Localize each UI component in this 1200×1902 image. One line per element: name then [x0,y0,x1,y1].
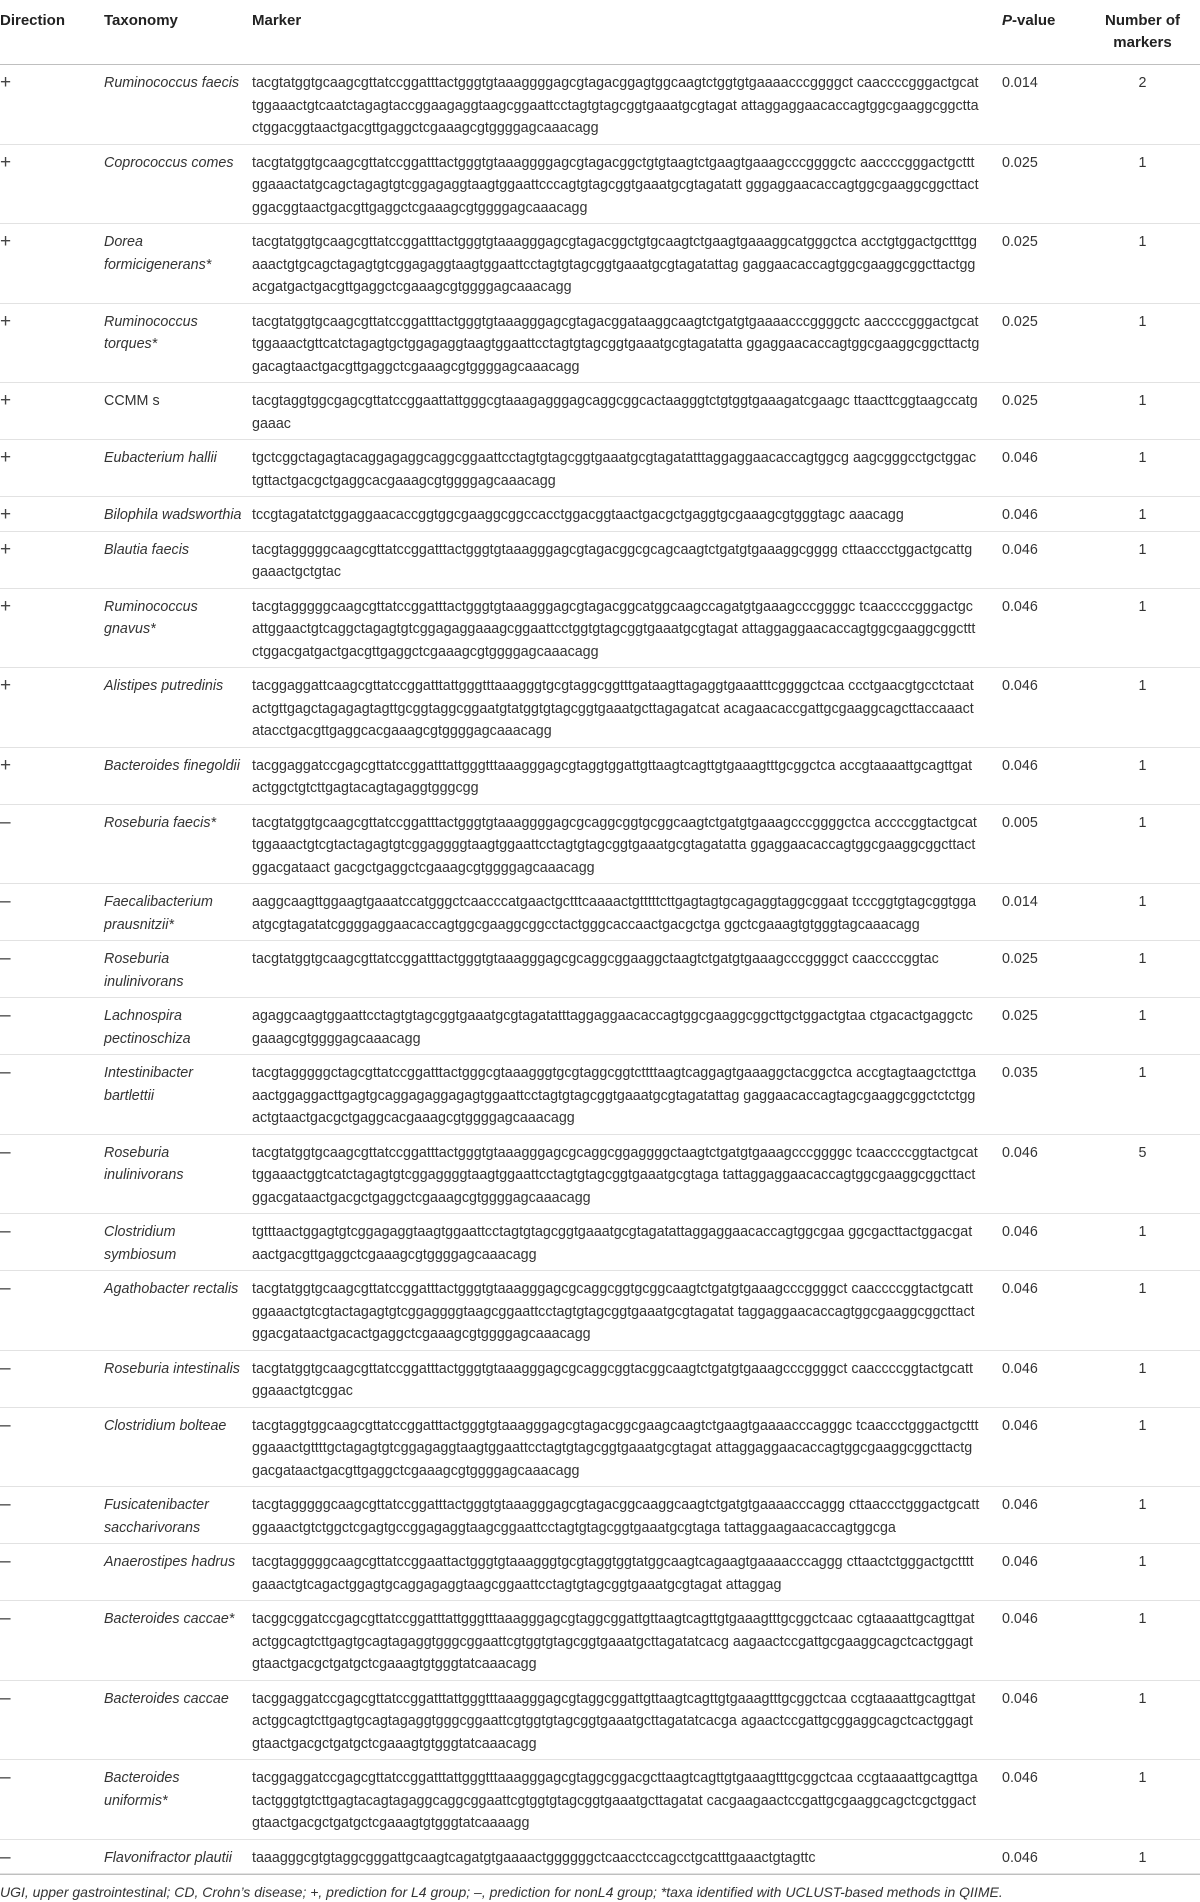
table-row [0,65,1200,145]
pvalue-cell: 0.025 [1002,941,1085,998]
number-of-markers-cell: 1 [1085,383,1200,440]
table-row [0,1134,1200,1214]
number-of-markers-cell: 1 [1085,804,1200,884]
marker-sequence-cell: tacggaggattcaagcgttatccggatttattgggtttaaagggtgcgtaggcggtttgataagttagaggtgaaatttcggggctcaa ccctgaacgtgcctctaatactgttgagctagagagtagttgcggtaggcggaatgtatggtgtagcggtgaaatgcttagagatcat acagaacaccgattgcgaaggcagcttaccaaactatacctgacgttgaggcacgaaagcgtggggagcaaacagg [252,668,1002,748]
marker-sequence-cell: tacgtagggggcaagcgttatccggatttactgggtgtaaagggagcgtagacggcgcagcaagtctgatgtgaaaggcgggg cttaaccctggactgcattggaaactgctgtac [252,531,1002,588]
table-row [0,144,1200,224]
direction-cell: – [0,1271,104,1351]
taxonomy-cell: Faecalibacterium prausnitzii* [104,884,252,941]
pvalue-cell: 0.025 [1002,144,1085,224]
direction-cell: + [0,668,104,748]
marker-sequence-cell: tacgtatggtgcaagcgttatccggatttactgggtgtaaagggagcgcaggcggtacggcaagtctgatgtgaaagcccggggct caaccccggtactgcattggaaactgtcggac [252,1350,1002,1407]
pvalue-cell: 0.046 [1002,1350,1085,1407]
direction-cell: – [0,1601,104,1681]
taxonomy-cell: Ruminococcus gnavus* [104,588,252,668]
direction-cell: + [0,531,104,588]
header-number: Number of markers [1085,0,1200,65]
taxonomy-cell: Eubacterium hallii [104,440,252,497]
header-pvalue-rest: -value [1012,12,1056,29]
taxonomy-cell: Roseburia intestinalis [104,1350,252,1407]
marker-sequence-cell: tacggcggatccgagcgttatccggatttattgggtttaaagggagcgtaggcggattgttaagtcagttgtgaaagtttgcggctcaac cgtaaaattgcagttgatactggcagtcttgagtgcagtagaggtgggcggaattcgtggtgtagcggtgaaatgcttagatatcacg aagaactccgattgcgaaggcagctcactggagtgtaactgacgctgatgctcgaaagtgtgggtatcaaacagg [252,1601,1002,1681]
table-footnote: UGI, upper gastrointestinal; CD, Crohn’s disease; +, prediction for L4 group; –, prediction for nonL4 group; *taxa identified with UCLUST-based methods in QIIME. [0,1874,1200,1902]
table-row [0,1271,1200,1351]
table-row [0,998,1200,1055]
taxonomy-cell: Clostridium bolteae [104,1407,252,1487]
direction-cell: – [0,1350,104,1407]
direction-cell: – [0,1839,104,1874]
taxonomy-cell: Bacteroides caccae [104,1680,252,1760]
taxonomy-cell: Intestinibacter bartlettii [104,1055,252,1135]
table-header [0,0,1200,65]
taxonomy-cell: Roseburia inulinivorans [104,941,252,998]
marker-sequence-cell: tacgtagggggcaagcgttatccggaattactgggtgtaaagggtgcgtaggtggtatggcaagtcagaagtgaaaacccaggg cttaactctgggactgcttttgaaactgtcagactggagtgcaggagaggtaagcggaattcctagtgtagcggtgaaatgcgtagat attaggag [252,1544,1002,1601]
marker-sequence-cell: tacgtagggggctagcgttatccggatttactgggcgtaaagggtgcgtaggcggtcttttaagtcaggagtgaaaggctacggctca accgtagtaagctcttgaaactggaggacttgagtgcaggagaggagagtggaattcctagtgtagcggtgaaatgcgtagatattag gaggaacaccagtagcgaaggcggctctctggactgtaactgacgctgaggcacgaaagcgtggggagcaaacagg [252,1055,1002,1135]
header-direction: Direction [0,0,104,65]
number-of-markers-cell: 1 [1085,1680,1200,1760]
direction-cell: + [0,440,104,497]
taxonomy-cell: Bacteroides uniformis* [104,1760,252,1840]
number-of-markers-cell: 5 [1085,1134,1200,1214]
marker-sequence-cell: tacgtatggtgcaagcgttatccggatttactgggtgtaaagggagcgtagacggctgtgcaagtctgaagtgaaaggcatgggctca acctgtggactgctttggaaactgtgcagctagagtgtcggagaggtaagtggaattcctagtgtagcggtgaaatgcgtagatattag gaggaacaccagtggcgaaggcggcttactggacgatgactgacgttgaggctcgaaagcgtggggagcaaacagg [252,224,1002,304]
header-marker: Marker [252,0,1002,65]
taxonomy-cell: Ruminococcus torques* [104,303,252,383]
number-of-markers-cell: 1 [1085,998,1200,1055]
pvalue-cell: 0.046 [1002,668,1085,748]
header-pvalue [1002,0,1085,65]
number-of-markers-cell: 1 [1085,497,1200,532]
table-row [0,1407,1200,1487]
direction-cell: – [0,1760,104,1840]
taxonomy-cell: Bacteroides caccae* [104,1601,252,1681]
table-row [0,531,1200,588]
marker-sequence-cell: tacgtatggtgcaagcgttatccggatttactgggtgtaaaggggagcgtagacggctgtgtaagtctgaagtgaaagcccggggctc aaccccgggactgctttggaaactatgcagctagagtgtcggagaggtaagtggaattcccagtgtagcggtgaaatgcgtagatatt gggaggaacaccagtggcgaaggcggcttactggacggtaactgacgttgaggctcgaaagcgtggggagcaaacagg [252,144,1002,224]
pvalue-cell: 0.046 [1002,1487,1085,1544]
pvalue-cell: 0.046 [1002,588,1085,668]
taxonomy-cell: Agathobacter rectalis [104,1271,252,1351]
marker-sequence-cell: aaggcaagttggaagtgaaatccatgggctcaacccatgaactgctttcaaaactgtttttcttgagtagtgcagaggtaggcggaat tcccggtgtagcggtggaatgcgtagatatcggggaggaacaccagtggcgaaggcggcctactgggcaccaactgacgctga ggctcgaaagtgtgggtagcaaacagg [252,884,1002,941]
pvalue-cell: 0.046 [1002,1760,1085,1840]
direction-cell: – [0,1544,104,1601]
pvalue-cell: 0.025 [1002,383,1085,440]
table-row [0,747,1200,804]
number-of-markers-cell: 1 [1085,531,1200,588]
table-row [0,668,1200,748]
table-body [0,65,1200,1874]
number-of-markers-cell: 1 [1085,747,1200,804]
pvalue-cell: 0.005 [1002,804,1085,884]
marker-sequence-cell: tacgtaggtggcgagcgttatccggaattattgggcgtaaagagggagcaggcggcactaagggtctgtggtgaaagatcgaagc ttaacttcggtaagccatggaaac [252,383,1002,440]
direction-cell: + [0,588,104,668]
number-of-markers-cell: 1 [1085,941,1200,998]
taxonomy-cell: Coprococcus comes [104,144,252,224]
table-row [0,1601,1200,1681]
marker-sequence-cell: agaggcaagtggaattcctagtgtagcggtgaaatgcgtagatatttaggaggaacaccagtggcgaaggcggcttgctggactgtaa ctgacactgaggctcgaaagcgtggggagcaaacagg [252,998,1002,1055]
direction-cell: + [0,303,104,383]
direction-cell: – [0,1134,104,1214]
pvalue-cell: 0.046 [1002,1214,1085,1271]
pvalue-cell: 0.046 [1002,1680,1085,1760]
number-of-markers-cell: 1 [1085,1839,1200,1874]
marker-sequence-cell: tacggaggatccgagcgttatccggatttattgggtttaaagggagcgtaggtggattgttaagtcagttgtgaaagtttgcggctca accgtaaaattgcagttgatactggctgtcttgagtacagtagaggtgggcgg [252,747,1002,804]
taxonomy-cell: Roseburia faecis* [104,804,252,884]
marker-sequence-cell: tacgtatggtgcaagcgttatccggatttactgggtgtaaagggagcgtagacggataaggcaagtctgatgtgaaaacccggggctc aaccccgggactgcattggaaactgttcatctagagtgctggagaggtaagtggaattcctagtgtagcggtgaaatgcgtagatatta ggaggaacaccagtggcgaaggcggcttactggacagtaactgacgttgaggctcgaaagcgtggggagcaaacagg [252,303,1002,383]
taxonomy-cell: Bacteroides finegoldii [104,747,252,804]
taxonomy-cell: Lachnospira pectinoschiza [104,998,252,1055]
taxonomy-cell: Alistipes putredinis [104,668,252,748]
table-row [0,1760,1200,1840]
pvalue-cell: 0.046 [1002,747,1085,804]
table-row [0,588,1200,668]
number-of-markers-cell: 1 [1085,1214,1200,1271]
pvalue-cell: 0.046 [1002,1271,1085,1351]
table-row [0,884,1200,941]
taxonomy-cell: Anaerostipes hadrus [104,1544,252,1601]
direction-cell: + [0,144,104,224]
direction-cell: + [0,383,104,440]
pvalue-cell: 0.046 [1002,1601,1085,1681]
table-row [0,1350,1200,1407]
direction-cell: – [0,1487,104,1544]
pvalue-cell: 0.046 [1002,1839,1085,1874]
pvalue-cell: 0.046 [1002,531,1085,588]
number-of-markers-cell: 1 [1085,440,1200,497]
header-pvalue-italic: P [1002,12,1013,29]
direction-cell: + [0,747,104,804]
number-of-markers-cell: 1 [1085,1271,1200,1351]
direction-cell: – [0,1407,104,1487]
pvalue-cell: 0.025 [1002,303,1085,383]
number-of-markers-cell: 1 [1085,588,1200,668]
taxonomy-cell: Clostridium symbiosum [104,1214,252,1271]
pvalue-cell: 0.046 [1002,1407,1085,1487]
marker-sequence-cell: taaagggcgtgtaggcgggattgcaagtcagatgtgaaaactggggggctcaacctccagcctgcatttgaaactgtagttc [252,1839,1002,1874]
pvalue-cell: 0.046 [1002,497,1085,532]
header-taxonomy: Taxonomy [104,0,252,65]
marker-sequence-cell: tacgtatggtgcaagcgttatccggatttactgggtgtaaaggggagcgtagacggagtggcaagtctggtgtgaaaacccggggct caaccccgggactgcattggaaactgtcaatctagagtaccggaagaggtaagcggaattcctagtgtagcggtgaaatgcgtagat attaggaggaacaccagtggcgaaggcggcttactggacggtaactgacgttgaggctcgaaagcgtggggagcaaacagg [252,65,1002,145]
table-row [0,1839,1200,1874]
direction-cell: – [0,998,104,1055]
direction-cell: – [0,1055,104,1135]
taxonomy-cell: Flavonifractor plautii [104,1839,252,1874]
taxonomy-cell: CCMM s [104,383,252,440]
number-of-markers-cell: 1 [1085,884,1200,941]
table-row [0,224,1200,304]
direction-cell: + [0,224,104,304]
pvalue-cell: 0.025 [1002,998,1085,1055]
number-of-markers-cell: 1 [1085,1487,1200,1544]
direction-cell: + [0,65,104,145]
marker-sequence-cell: tgtttaactggagtgtcggagaggtaagtggaattcctagtgtagcggtgaaatgcgtagatattaggaggaacaccagtggcgaa ggcgacttactggacgataactgacgttgaggctcgaaagcgtggggagcaaacagg [252,1214,1002,1271]
marker-sequence-cell: tgctcggctagagtacaggagaggcaggcggaattcctagtgtagcggtgaaatgcgtagatatttaggaggaacaccagtggcg aagcgggcctgctggactgttactgacgctgaggcacgaaagcgtggggagcaaacagg [252,440,1002,497]
number-of-markers-cell: 2 [1085,65,1200,145]
taxonomy-cell: Blautia faecis [104,531,252,588]
marker-sequence-cell: tacgtatggtgcaagcgttatccggatttactgggtgtaaaggggagcgcaggcggtgcggcaagtctgatgtgaaagcccggggctca accccggtactgcattggaaactgtcgtactagagtgtcggaggggtaagtggaattcctagtgtagcggtgaaatgcgtagatatta ggaggaacaccagtggcgaaggcggcttactggacgataact gacgctgaggctcgaaagcgtggggagcaaacagg [252,804,1002,884]
pvalue-cell: 0.046 [1002,1544,1085,1601]
number-of-markers-cell: 1 [1085,1407,1200,1487]
taxonomy-cell: Roseburia inulinivorans [104,1134,252,1214]
number-of-markers-cell: 1 [1085,1760,1200,1840]
table-row [0,497,1200,532]
pvalue-cell: 0.046 [1002,1134,1085,1214]
number-of-markers-cell: 1 [1085,303,1200,383]
marker-sequence-cell: tccgtagatatctggaggaacaccggtggcgaaggcggccacctggacggtaactgacgctgaggtgcgaaagcgtgggtagc aaacagg [252,497,1002,532]
direction-cell: – [0,1680,104,1760]
direction-cell: + [0,497,104,532]
table-row [0,1055,1200,1135]
number-of-markers-cell: 1 [1085,1350,1200,1407]
taxonomy-cell: Fusicatenibacter saccharivorans [104,1487,252,1544]
marker-sequence-cell: tacgtagggggcaagcgttatccggatttactgggtgtaaagggagcgtagacggcatggcaagccagatgtgaaagcccggggc tcaaccccgggactgcattggaactgtcaggctagagtgtcggagaggaaagcggaattcctggtgtagcggtgaaatgcgtagat attaggaggaacaccagtggcgaaggcggctttctggacgatgactgacgttgaggctcgaaagcgtggggagcaaacagg [252,588,1002,668]
marker-sequence-cell: tacgtatggtgcaagcgttatccggatttactgggtgtaaagggagcgcaggcggaaggctaagtctgatgtgaaagcccggggct caaccccggtac [252,941,1002,998]
direction-cell: – [0,804,104,884]
table-row [0,941,1200,998]
pvalue-cell: 0.014 [1002,884,1085,941]
number-of-markers-cell: 1 [1085,668,1200,748]
pvalue-cell: 0.035 [1002,1055,1085,1135]
number-of-markers-cell: 1 [1085,224,1200,304]
table-row [0,1680,1200,1760]
table-row [0,303,1200,383]
marker-sequence-cell: tacggaggatccgagcgttatccggatttattgggtttaaagggagcgtaggcggattgttaagtcagttgtgaaagtttgcggctcaa ccgtaaaattgcagttgatactggcagtcttgagtgcagtagaggtgggcggaattcgtggtgtagcggtgaaatgcttagatatcacga agaactccgattgcggaggcagctcactggagtgtaactgacgctgatgctcgaaagtgtgggtatcaaacagg [252,1680,1002,1760]
table-row [0,440,1200,497]
direction-cell: – [0,941,104,998]
marker-sequence-cell: tacgtaggtggcaagcgttatccggatttactgggtgtaaagggagcgtagacggcgaagcaagtctgaagtgaaaacccagggc tcaaccctgggactgctttggaaactgttttgctagagtgtcggagaggtaagtggaattcctagtgtagcggtgaaatgcgtagat attaggaggaacaccagtggcgaaggcggcttactggacgataactgacgttgaggctcgaaagcgtggggagcaaacagg [252,1407,1002,1487]
table-row [0,1544,1200,1601]
pvalue-cell: 0.025 [1002,224,1085,304]
table-row [0,383,1200,440]
marker-sequence-cell: tacgtagggggcaagcgttatccggatttactgggtgtaaagggagcgtagacggcaaggcaagtctgatgtgaaaacccaggg cttaaccctgggactgcattggaaactgtctggctcgagtgccggagaggtaagcggaattcctagtgtagcggtgaaatgcgtaga tattaggaagaacaccagtggcga [252,1487,1002,1544]
number-of-markers-cell: 1 [1085,1055,1200,1135]
marker-sequence-cell: tacgtatggtgcaagcgttatccggatttactgggtgtaaagggagcgcaggcggtgcggcaagtctgatgtgaaagcccggggct caaccccggtactgcattggaaactgtcgtactagagtgtcggaggggtaagcggaattcctagtgtagcggtgaaatgcgtagatat taggaggaacaccagtggcgaaggcggcttactggacgataactgacactgaggctcgaaagcgtggggagcaaacagg [252,1271,1002,1351]
taxonomy-cell: Bilophila wadsworthia [104,497,252,532]
number-of-markers-cell: 1 [1085,1601,1200,1681]
pvalue-cell: 0.046 [1002,440,1085,497]
direction-cell: – [0,1214,104,1271]
marker-sequence-cell: tacggaggatccgagcgttatccggatttattgggtttaaagggagcgtaggcggacgcttaagtcagttgtgaaagtttgcggctcaa ccgtaaaattgcagttgatactgggtgtcttgagtacagtagaggcaggcggaattcgtggtgtagcggtgaaatgcttagatat cacgaagaactccgattgcgaaggcagctcgctggactgtaactgacgctgatgctcgaaagtgtgggtatcaaaagg [252,1760,1002,1840]
taxonomy-cell: Dorea formicigenerans* [104,224,252,304]
number-of-markers-cell: 1 [1085,1544,1200,1601]
table-row [0,1214,1200,1271]
table-row [0,1487,1200,1544]
taxonomy-cell: Ruminococcus faecis [104,65,252,145]
number-of-markers-cell: 1 [1085,144,1200,224]
table-row [0,804,1200,884]
marker-sequence-cell: tacgtatggtgcaagcgttatccggatttactgggtgtaaagggagcgcaggcggaggggctaagtctgatgtgaaagcccggggc tcaaccccggtactgcattggaaactggtcatctagagtgtcggaggggtaagtggaattcctagtgtagcggtgaaatgcgtaga tattaggaggaacaccagtggcgaaggcggcttactggacgataactgacgctgaggctcgaaagcgtggggagcaaacagg [252,1134,1002,1214]
pvalue-cell: 0.014 [1002,65,1085,145]
direction-cell: – [0,884,104,941]
